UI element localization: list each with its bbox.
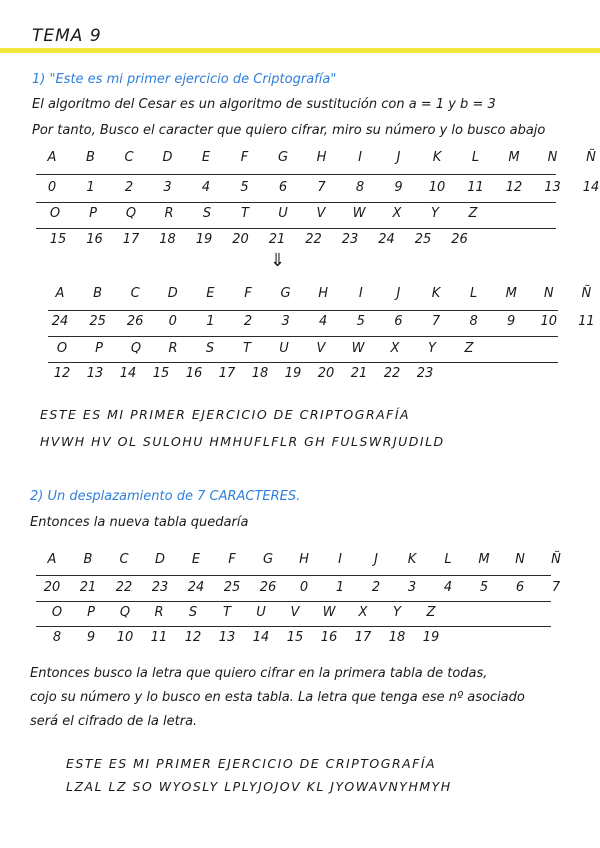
- t2-row1-letters-cell: E: [206, 286, 215, 301]
- t2-row2-numbers-cell: 18: [251, 366, 269, 381]
- t1-row2-letters-cell: P: [89, 206, 97, 221]
- section1-ciphertext: HVWH HV OL SULOHU HMHUFLFLR GH FULSWRJUDILD: [40, 434, 445, 449]
- t1-row1-numbers-cell: 3: [163, 180, 172, 195]
- section1-line1: El algoritmo del Cesar es un algoritmo de sustitución con a = 1 y b = 3: [32, 97, 496, 112]
- t3-row1-letters-cell: D: [154, 552, 165, 567]
- t1-row1-letters-cell: M: [508, 150, 520, 165]
- t3-rule-3: [36, 626, 551, 627]
- t1-row1-letters-cell: J: [396, 150, 401, 165]
- t1-row1-letters-cell: F: [240, 150, 249, 165]
- t3-row1-numbers-cell: 3: [407, 580, 417, 595]
- t2-row2-numbers-cell: 12: [53, 366, 71, 381]
- t1-row2-numbers-cell: 17: [122, 232, 140, 247]
- t3-row2-letters-cell: Z: [426, 605, 436, 620]
- t3-row2-numbers-cell: 14: [252, 630, 270, 645]
- t3-row2-numbers-cell: 17: [354, 630, 372, 645]
- t2-row2-letters-cell: O: [56, 341, 68, 356]
- section2-para1: Entonces busco la letra que quiero cifrar en la primera tabla de todas,: [30, 666, 488, 681]
- t2-row1-letters-cell: M: [505, 286, 517, 301]
- t1-row2-numbers-cell: 20: [232, 232, 249, 247]
- t2-row1-letters-cell: K: [431, 286, 441, 301]
- t3-row1-numbers-cell: 26: [259, 580, 277, 595]
- down-arrow-icon: ⇓: [270, 250, 286, 271]
- t3-row1-numbers-cell: 20: [43, 580, 61, 595]
- t1-row1-numbers-cell: 13: [544, 180, 561, 195]
- section1-plaintext: ESTE ES MI PRIMER EJERCICIO DE CRIPTOGRAFÍA: [40, 407, 411, 422]
- t1-row2-letters-cell: R: [164, 206, 174, 221]
- t3-row1-letters-cell: I: [338, 552, 342, 567]
- t2-row1-letters-cell: L: [469, 286, 478, 301]
- t3-row2-letters-cell: Y: [393, 605, 401, 620]
- t3-rule-2: [36, 601, 551, 602]
- t1-row1-numbers-cell: 1: [86, 180, 95, 195]
- t1-row1-letters-cell: N: [547, 150, 558, 165]
- t3-row2-letters-cell: S: [188, 605, 198, 620]
- t2-row1-letters-cell: J: [396, 286, 401, 301]
- t3-row1-letters-cell: F: [228, 552, 236, 567]
- t1-row1-numbers-cell: 9: [394, 180, 403, 195]
- t2-row1-numbers-cell: 7: [431, 314, 441, 329]
- t2-row1-numbers-cell: 24: [51, 314, 69, 329]
- t3-row2-numbers-cell: 18: [388, 630, 406, 645]
- t1-row1-numbers-cell: 14: [582, 180, 600, 195]
- t3-row1-numbers-cell: 5: [479, 580, 489, 595]
- t1-row1-letters-cell: H: [316, 150, 327, 165]
- t3-row1-letters-cell: M: [478, 552, 490, 567]
- t3-row1-numbers-cell: 7: [551, 580, 561, 595]
- t1-row1-numbers-cell: 12: [505, 180, 523, 195]
- section1-line2: Por tanto, Busco el caracter que quiero cifrar, miro su número y lo busco abajo: [32, 123, 546, 138]
- t2-row2-numbers-cell: 14: [119, 366, 137, 381]
- t2-row1-letters-cell: C: [130, 286, 140, 301]
- t2-row2-letters-cell: W: [351, 341, 365, 356]
- t3-rule-1: [36, 575, 551, 576]
- t1-row1-numbers-cell: 10: [428, 180, 446, 195]
- page-title: TEMA 9: [32, 26, 102, 46]
- t3-row1-numbers-cell: 24: [187, 580, 205, 595]
- t1-row1-numbers-cell: 4: [201, 180, 211, 195]
- t2-row2-numbers-cell: 15: [152, 366, 170, 381]
- t3-row1-letters-cell: B: [83, 552, 93, 567]
- section1-heading: 1) "Este es mi primer ejercicio de Criptografía": [32, 72, 337, 87]
- t3-row1-letters-cell: H: [299, 552, 309, 567]
- t1-row2-letters-cell: Q: [125, 206, 137, 221]
- section2-line1: Entonces la nueva tabla quedaría: [30, 515, 249, 530]
- t3-row2-numbers-cell: 9: [86, 630, 96, 645]
- t1-row1-letters-cell: I: [358, 150, 362, 165]
- t1-row1-numbers-cell: 5: [240, 180, 249, 195]
- t1-row2-letters-cell: V: [316, 206, 326, 221]
- t2-row1-letters-cell: Ñ: [581, 286, 592, 301]
- t1-row2-numbers-cell: 25: [414, 232, 432, 247]
- t2-row2-letters-cell: R: [168, 341, 178, 356]
- t2-row2-letters-cell: S: [205, 341, 215, 356]
- t1-row2-letters-cell: O: [49, 206, 61, 221]
- t2-rule-2: [48, 336, 558, 337]
- t1-row1-letters-cell: E: [201, 150, 211, 165]
- t1-row2-numbers-cell: 26: [451, 232, 468, 247]
- t2-rule-1: [48, 310, 558, 311]
- t1-row2-numbers-cell: 15: [49, 232, 67, 247]
- t2-row2-numbers-cell: 22: [383, 366, 401, 381]
- t3-row1-numbers-cell: 6: [515, 580, 525, 595]
- t3-row2-letters-cell: Q: [119, 605, 131, 620]
- t2-row2-letters-cell: P: [95, 341, 103, 356]
- t3-row2-letters-cell: R: [154, 605, 164, 620]
- t2-row1-letters-cell: N: [543, 286, 554, 301]
- t3-row1-letters-cell: Ñ: [551, 552, 561, 567]
- t3-row2-letters-cell: P: [87, 605, 95, 620]
- t3-row1-numbers-cell: 22: [115, 580, 133, 595]
- t2-row2-numbers-cell: 16: [185, 366, 203, 381]
- t1-row1-numbers-cell: 0: [47, 180, 57, 195]
- t1-rule-2: [36, 202, 556, 203]
- t3-row2-letters-cell: U: [256, 605, 266, 620]
- t2-row1-numbers-cell: 11: [578, 314, 595, 329]
- section2-ciphertext: LZAL LZ SO WYOSLY LPLYJOJOV KL JYOWAVNYHMYH: [66, 779, 452, 794]
- t1-row1-numbers-cell: 8: [355, 180, 365, 195]
- t3-row1-letters-cell: G: [262, 552, 274, 567]
- t3-row2-numbers-cell: 19: [422, 630, 440, 645]
- section2-plaintext: ESTE ES MI PRIMER EJERCICIO DE CRIPTOGRAFÍA: [66, 756, 437, 771]
- t2-row1-letters-cell: F: [244, 286, 252, 301]
- t2-row1-numbers-cell: 8: [469, 314, 478, 329]
- t3-row2-letters-cell: T: [223, 605, 231, 620]
- t3-row1-letters-cell: N: [515, 552, 525, 567]
- title-underline: [0, 48, 600, 53]
- t1-row1-letters-cell: G: [277, 150, 289, 165]
- t3-row1-numbers-cell: 21: [79, 580, 97, 595]
- t1-rule-3: [36, 228, 556, 229]
- t2-row2-letters-cell: Q: [130, 341, 142, 356]
- t2-row2-numbers-cell: 13: [86, 366, 104, 381]
- t2-row2-numbers-cell: 23: [416, 366, 434, 381]
- t1-row2-letters-cell: T: [241, 206, 249, 221]
- t3-row1-numbers-cell: 23: [151, 580, 169, 595]
- t3-row1-letters-cell: K: [407, 552, 417, 567]
- t2-row2-numbers-cell: 21: [350, 366, 368, 381]
- section2-para3: será el cifrado de la letra.: [30, 714, 198, 729]
- t2-row1-numbers-cell: 10: [540, 314, 558, 329]
- t1-row2-letters-cell: S: [202, 206, 212, 221]
- t2-row1-letters-cell: A: [55, 286, 65, 301]
- t1-row2-letters-cell: W: [352, 206, 366, 221]
- t1-row2-numbers-cell: 16: [86, 232, 103, 247]
- t2-row1-numbers-cell: 2: [243, 314, 253, 329]
- t3-row1-numbers-cell: 0: [299, 580, 309, 595]
- t1-row2-numbers-cell: 21: [268, 232, 286, 247]
- t1-row1-letters-cell: B: [86, 150, 95, 165]
- t2-row2-numbers-cell: 20: [317, 366, 335, 381]
- t3-row2-letters-cell: O: [51, 605, 63, 620]
- t1-row2-letters-cell: Y: [431, 206, 439, 221]
- t3-row2-letters-cell: W: [322, 605, 336, 620]
- t2-row2-letters-cell: Z: [464, 341, 474, 356]
- t1-row2-numbers-cell: 22: [305, 232, 322, 247]
- t1-rule-1: [36, 174, 556, 175]
- t1-row2-numbers-cell: 24: [378, 232, 395, 247]
- t2-row2-numbers-cell: 17: [218, 366, 236, 381]
- t3-row1-numbers-cell: 2: [371, 580, 381, 595]
- section2-para2: cojo su número y lo busco en esta tabla. La letra que tenga ese nº asociado: [30, 690, 525, 705]
- t3-row1-numbers-cell: 4: [443, 580, 453, 595]
- t2-row2-letters-cell: T: [243, 341, 251, 356]
- t2-row1-numbers-cell: 25: [89, 314, 106, 329]
- t3-row2-letters-cell: X: [358, 605, 368, 620]
- t2-rule-3: [48, 362, 558, 363]
- t3-row2-letters-cell: V: [290, 605, 300, 620]
- t1-row1-letters-cell: C: [124, 150, 134, 165]
- t2-row2-letters-cell: U: [279, 341, 289, 356]
- t1-row2-numbers-cell: 18: [159, 232, 176, 247]
- t2-row1-numbers-cell: 3: [281, 314, 290, 329]
- t3-row2-numbers-cell: 10: [116, 630, 134, 645]
- t2-row1-numbers-cell: 5: [356, 314, 365, 329]
- t1-row2-letters-cell: Z: [468, 206, 478, 221]
- t2-row1-numbers-cell: 6: [394, 314, 403, 329]
- t2-row1-letters-cell: B: [93, 286, 103, 301]
- t3-row2-numbers-cell: 15: [286, 630, 304, 645]
- t2-row1-numbers-cell: 9: [507, 314, 516, 329]
- t1-row1-numbers-cell: 7: [317, 180, 326, 195]
- t2-row2-letters-cell: V: [316, 341, 326, 356]
- t1-row1-numbers-cell: 6: [278, 180, 288, 195]
- t3-row2-numbers-cell: 8: [52, 630, 62, 645]
- t2-row1-letters-cell: H: [318, 286, 329, 301]
- t1-row1-letters-cell: D: [162, 150, 173, 165]
- t2-row1-numbers-cell: 0: [168, 314, 177, 329]
- t1-row2-letters-cell: X: [392, 206, 402, 221]
- t3-row1-letters-cell: C: [119, 552, 129, 567]
- t1-row2-numbers-cell: 23: [341, 232, 359, 247]
- t2-row2-letters-cell: X: [390, 341, 400, 356]
- t2-row1-letters-cell: D: [167, 286, 178, 301]
- t3-row1-letters-cell: J: [374, 552, 378, 567]
- t2-row1-numbers-cell: 4: [319, 314, 328, 329]
- t3-row2-numbers-cell: 11: [150, 630, 168, 645]
- t1-row2-letters-cell: U: [278, 206, 288, 221]
- t3-row1-letters-cell: E: [191, 552, 201, 567]
- t1-row1-numbers-cell: 2: [124, 180, 134, 195]
- t1-row1-letters-cell: L: [471, 150, 480, 165]
- t3-row1-letters-cell: A: [47, 552, 57, 567]
- t1-row1-letters-cell: K: [432, 150, 442, 165]
- t3-row1-numbers-cell: 1: [335, 580, 345, 595]
- t3-row1-letters-cell: L: [444, 552, 452, 567]
- t2-row1-numbers-cell: 1: [206, 314, 215, 329]
- t2-row2-letters-cell: Y: [428, 341, 436, 356]
- t1-row2-numbers-cell: 19: [195, 232, 213, 247]
- t1-row1-letters-cell: A: [47, 150, 57, 165]
- t2-row1-letters-cell: G: [280, 286, 291, 301]
- t2-row2-numbers-cell: 19: [284, 366, 302, 381]
- t2-row1-letters-cell: I: [358, 286, 363, 301]
- t3-row2-numbers-cell: 16: [320, 630, 338, 645]
- t1-row1-numbers-cell: 11: [467, 180, 484, 195]
- section2-heading: 2) Un desplazamiento de 7 CARACTERES.: [30, 489, 301, 504]
- t3-row1-numbers-cell: 25: [223, 580, 241, 595]
- t3-row2-numbers-cell: 13: [218, 630, 236, 645]
- t2-row1-numbers-cell: 26: [126, 314, 144, 329]
- t3-row2-numbers-cell: 12: [184, 630, 202, 645]
- t1-row1-letters-cell: Ñ: [586, 150, 596, 165]
